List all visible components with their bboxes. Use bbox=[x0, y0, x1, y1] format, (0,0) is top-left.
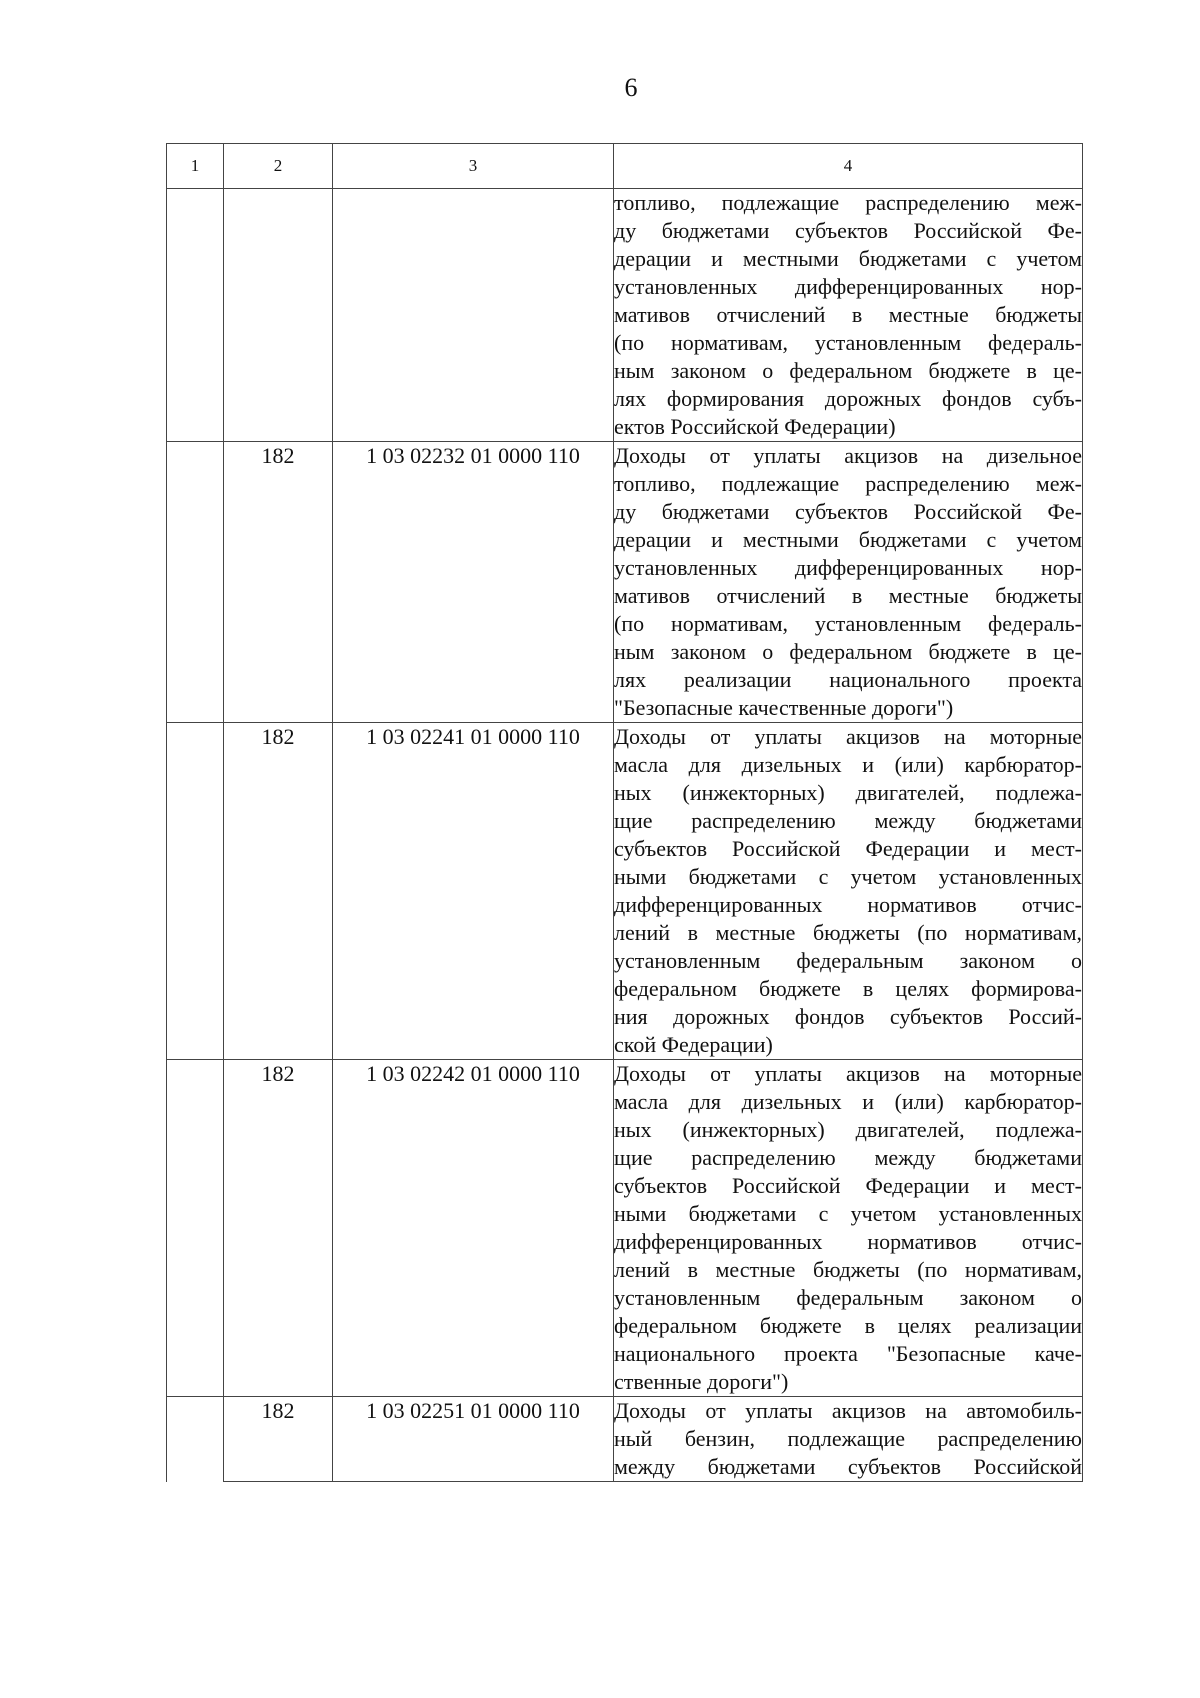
description-line: масла для дизельных и (или) карбюратор- bbox=[614, 752, 1082, 777]
description-line: субъектов Российской Федерации и мест- bbox=[614, 1173, 1082, 1198]
description-line: мативов отчислений в местные бюджеты bbox=[614, 302, 1082, 327]
page-number: 6 bbox=[624, 73, 638, 102]
revenue-description-cell bbox=[614, 189, 1083, 442]
admin-code-cell: 182 bbox=[224, 1397, 333, 1482]
header-cell-4: 4 bbox=[614, 144, 1083, 189]
description-line: ными бюджетами с учетом установленных bbox=[614, 1201, 1082, 1226]
revenue-codes-table bbox=[166, 143, 1083, 1482]
description-line: щие распределению между бюджетами bbox=[614, 1145, 1082, 1170]
table-header-row bbox=[167, 144, 1083, 189]
revenue-description-cell bbox=[614, 1397, 1083, 1482]
description-line: топливо, подлежащие распределению меж- bbox=[614, 471, 1082, 496]
admin-code-cell: 182 bbox=[224, 442, 333, 723]
description-line: Доходы от уплаты акцизов на автомобиль- bbox=[614, 1398, 1082, 1423]
description-line: дерации и местными бюджетами с учетом bbox=[614, 246, 1082, 271]
description-line: между бюджетами субъектов Российской bbox=[614, 1454, 1082, 1479]
description-line: мативов отчислений в местные бюджеты bbox=[614, 583, 1082, 608]
header-cell-2: 2 bbox=[224, 144, 333, 189]
revenue-table-container bbox=[166, 143, 1083, 1482]
admin-code-cell: 182 bbox=[224, 723, 333, 1060]
description-line: ный бензин, подлежащие распределению bbox=[614, 1426, 1082, 1451]
description-line: Доходы от уплаты акцизов на моторные bbox=[614, 724, 1082, 749]
description-line: ных (инжекторных) двигателей, подлежа- bbox=[614, 780, 1082, 805]
description-line: ской Федерации) bbox=[614, 1032, 773, 1057]
budget-classification-code-cell: 1 03 02242 01 0000 110 bbox=[333, 1060, 614, 1397]
description-line: щие распределению между бюджетами bbox=[614, 808, 1082, 833]
description-line: (по нормативам, установленным федераль- bbox=[614, 611, 1082, 636]
description-line: ния дорожных фондов субъектов Россий- bbox=[614, 1004, 1082, 1029]
description-line: федеральном бюджете в целях формирова- bbox=[614, 976, 1082, 1001]
description-line: "Безопасные качественные дороги") bbox=[614, 695, 954, 720]
budget-classification-code-cell: 1 03 02232 01 0000 110 bbox=[333, 442, 614, 723]
table-row bbox=[167, 442, 1083, 723]
header-cell-3: 3 bbox=[333, 144, 614, 189]
description-line: лях реализации национального проекта bbox=[614, 667, 1082, 692]
description-line: ным законом о федеральном бюджете в це- bbox=[614, 358, 1082, 383]
budget-classification-code-cell bbox=[333, 189, 614, 442]
row-number-cell bbox=[167, 1060, 224, 1397]
revenue-description-cell bbox=[614, 723, 1083, 1060]
description-line: национального проекта "Безопасные каче- bbox=[614, 1341, 1082, 1366]
description-line: установленных дифференцированных нор- bbox=[614, 555, 1082, 580]
row-number-cell bbox=[167, 442, 224, 723]
description-line: топливо, подлежащие распределению меж- bbox=[614, 190, 1082, 215]
table-row bbox=[167, 1397, 1083, 1482]
description-line: ду бюджетами субъектов Российской Фе- bbox=[614, 499, 1082, 524]
description-line: субъектов Российской Федерации и мест- bbox=[614, 836, 1082, 861]
table-row bbox=[167, 1060, 1083, 1397]
row-number-cell bbox=[167, 1397, 224, 1482]
revenue-description-cell bbox=[614, 442, 1083, 723]
description-line: установленных дифференцированных нор- bbox=[614, 274, 1082, 299]
description-line: установленным федеральным законом о bbox=[614, 948, 1082, 973]
description-line: ектов Российской Федерации) bbox=[614, 414, 896, 439]
description-line: ным законом о федеральном бюджете в це- bbox=[614, 639, 1082, 664]
description-line: установленным федеральным законом о bbox=[614, 1285, 1082, 1310]
description-line: ными бюджетами с учетом установленных bbox=[614, 864, 1082, 889]
description-line: ду бюджетами субъектов Российской Фе- bbox=[614, 218, 1082, 243]
description-line: федеральном бюджете в целях реализации bbox=[614, 1313, 1082, 1338]
description-line: дифференцированных нормативов отчис- bbox=[614, 1229, 1082, 1254]
description-line: лях формирования дорожных фондов субъ- bbox=[614, 386, 1082, 411]
description-line: ных (инжекторных) двигателей, подлежа- bbox=[614, 1117, 1082, 1142]
budget-classification-code-cell: 1 03 02241 01 0000 110 bbox=[333, 723, 614, 1060]
description-line: лений в местные бюджеты (по нормативам, bbox=[614, 1257, 1082, 1282]
table-row bbox=[167, 723, 1083, 1060]
row-number-cell bbox=[167, 723, 224, 1060]
description-line: масла для дизельных и (или) карбюратор- bbox=[614, 1089, 1082, 1114]
description-line: лений в местные бюджеты (по нормативам, bbox=[614, 920, 1082, 945]
revenue-description-cell bbox=[614, 1060, 1083, 1397]
row-number-cell bbox=[167, 189, 224, 442]
description-line: Доходы от уплаты акцизов на моторные bbox=[614, 1061, 1082, 1086]
header-cell-1: 1 bbox=[167, 144, 224, 189]
budget-classification-code-cell: 1 03 02251 01 0000 110 bbox=[333, 1397, 614, 1482]
description-line: Доходы от уплаты акцизов на дизельное bbox=[614, 443, 1082, 468]
table-row bbox=[167, 189, 1083, 442]
description-line: ственные дороги") bbox=[614, 1369, 789, 1394]
description-line: дифференцированных нормативов отчис- bbox=[614, 892, 1082, 917]
admin-code-cell: 182 bbox=[224, 1060, 333, 1397]
description-line: дерации и местными бюджетами с учетом bbox=[614, 527, 1082, 552]
admin-code-cell bbox=[224, 189, 333, 442]
description-line: (по нормативам, установленным федераль- bbox=[614, 330, 1082, 355]
